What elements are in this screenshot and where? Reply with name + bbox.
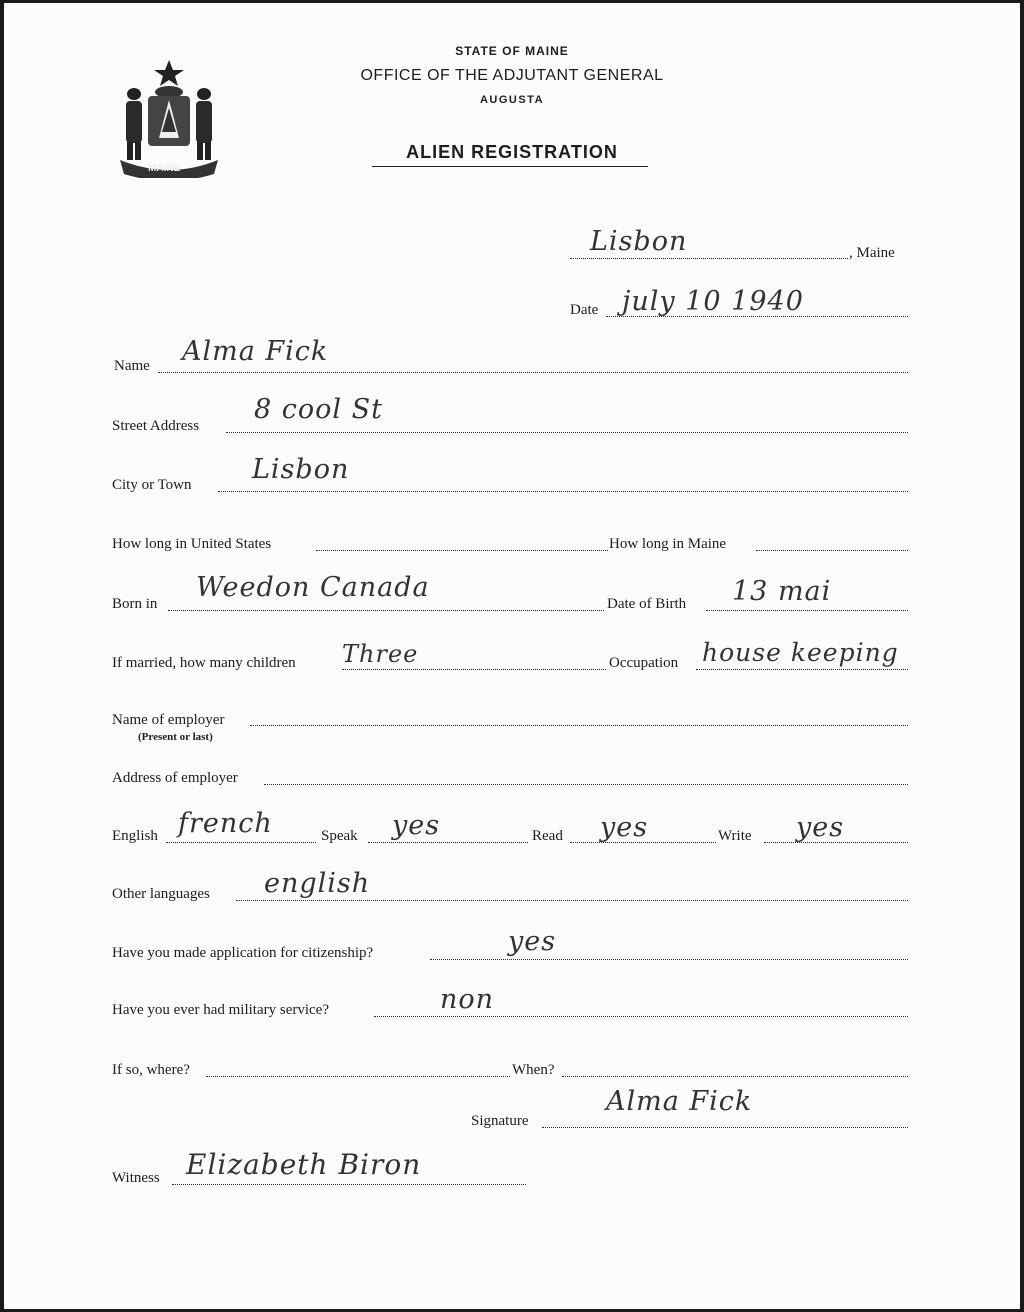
dob-value: 13 mai (732, 576, 832, 607)
children-value: Three (342, 640, 419, 668)
speak-line (368, 842, 528, 843)
name-line (158, 372, 908, 373)
military-label: Have you ever had military service? (112, 1002, 329, 1018)
speak-value: yes (392, 810, 441, 841)
how-long-maine-line (756, 550, 908, 551)
employer-name-label: Name of employer (112, 712, 225, 728)
born-in-line (168, 610, 604, 611)
place-value: Lisbon (590, 226, 688, 257)
how-long-us-label: How long in United States (112, 536, 272, 552)
street-value: 8 cool St (254, 394, 383, 425)
dob-label: Date of Birth (607, 596, 687, 612)
speak-label: Speak (321, 828, 358, 844)
english-value: french (178, 808, 273, 839)
citizenship-line (430, 959, 908, 960)
street-line (226, 432, 908, 433)
witness-label: Witness (112, 1170, 160, 1186)
employer-address-label: Address of employer (112, 770, 238, 786)
city-line (218, 491, 908, 492)
employer-name-sublabel: (Present or last) (138, 731, 213, 743)
military-value: non (440, 984, 495, 1015)
form-title: ALIEN REGISTRATION (406, 142, 618, 162)
signature-line (542, 1127, 908, 1128)
witness-value: Elizabeth Biron (186, 1148, 422, 1181)
read-value: yes (600, 812, 649, 843)
occupation-label: Occupation (609, 655, 679, 671)
occupation-line (696, 669, 908, 670)
read-label: Read (532, 828, 563, 844)
city-heading: AUGUSTA (479, 94, 545, 106)
other-languages-label: Other languages (112, 886, 210, 902)
office-heading: OFFICE OF THE ADJUTANT GENERAL (360, 67, 664, 84)
write-label: Write (718, 828, 752, 844)
other-languages-line (236, 900, 908, 901)
citizenship-value: yes (508, 926, 557, 957)
street-label: Street Address (112, 418, 200, 434)
how-long-us-line (316, 550, 608, 551)
english-label: English (112, 828, 158, 844)
seal-ribbon-text: MAINE (148, 163, 181, 174)
signature-value: Alma Fick (606, 1086, 753, 1117)
state-heading: STATE OF MAINE (455, 44, 569, 58)
dob-line (706, 610, 908, 611)
employer-name-line (250, 725, 908, 726)
signature-label: Signature (471, 1113, 529, 1129)
children-line (342, 669, 606, 670)
name-label: Name (114, 358, 150, 374)
date-label: Date (570, 302, 599, 318)
employer-address-line (264, 784, 908, 785)
witness-line (172, 1184, 526, 1185)
born-in-value: Weedon Canada (196, 572, 430, 603)
how-long-maine-label: How long in Maine (609, 536, 727, 552)
when-line (562, 1076, 908, 1077)
title-underline (372, 166, 648, 167)
english-line (166, 842, 316, 843)
military-line (374, 1016, 908, 1017)
where-label: If so, where? (112, 1062, 190, 1078)
born-in-label: Born in (112, 596, 158, 612)
place-suffix: , Maine (849, 245, 895, 261)
name-value: Alma Fick (182, 336, 329, 367)
when-label: When? (512, 1062, 555, 1078)
date-value: july 10 1940 (622, 286, 804, 317)
city-value: Lisbon (252, 454, 350, 485)
children-label: If married, how many children (112, 655, 296, 671)
city-label: City or Town (112, 477, 192, 493)
occupation-value: house keeping (702, 638, 899, 667)
write-value: yes (796, 812, 845, 843)
other-languages-value: english (264, 868, 371, 899)
citizenship-label: Have you made application for citizenship? (112, 945, 374, 961)
place-line (570, 258, 848, 259)
where-line (206, 1076, 510, 1077)
